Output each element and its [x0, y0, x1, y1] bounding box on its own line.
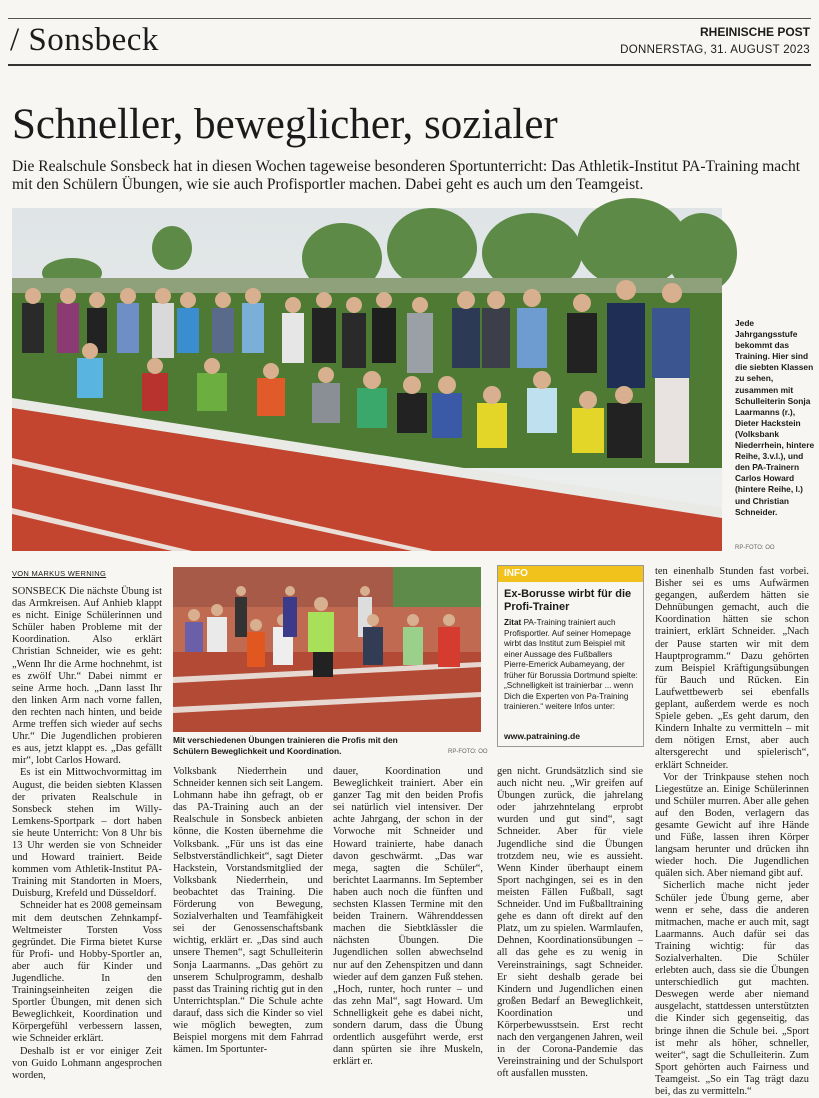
article-column-2 — [173, 766, 323, 1056]
info-box-lead-word: Zitat — [504, 618, 522, 627]
section-title: / Sonsbeck — [10, 22, 159, 58]
headline: Schneller, beweglicher, sozialer — [12, 101, 558, 148]
paragraph: Sicherlich mache nicht jeder Schüler jede Übung gerne, aber wenn er sehe, dass die anderen mitmachen, mache er auch mit, sagt Laarmanns. Auch dafür sei das Training wichtig: für das Sozialverhalten. Die Schüler erlebten auch, dass sie die Übungen unterschiedlich gut machten. Deswegen werde aber niemand ausgelacht, stattdessen unterstützten die Kinder sich gegenseitig, das bringe ihnen die Schule bei. „Sport ist mehr als höher, schneller, weiter“, sagt die Schulleiterin. Zum Sport gehörten auch Fairness und Teamgeist. „So ein Tag trägt dazu bei, das zu vermitteln.“ — [655, 880, 809, 1098]
info-box-body — [504, 618, 638, 713]
training-photo — [173, 567, 481, 732]
top-rule — [8, 18, 811, 19]
issue-date: DONNERSTAG, 31. AUGUST 2023 — [620, 44, 810, 56]
info-box-url[interactable]: www.patraining.de — [504, 731, 581, 741]
article-column-1 — [12, 586, 162, 1081]
paragraph: dauer, Koordination und Beweglichkeit trainiert. Aber ein ganzer Tag mit den beiden Profis sei natürlich viel intensiver. Der achte Jahrgang, der schon in der Vorwoche mit Schneider und Howard trainierte, habe danach davon geschwärmt. „Das war mega, sagten die Schüler“, berichtet Laarmanns. Im September haben auch noch die fünften und sechsten Klassen Termine mit den beiden Trainern. Währenddessen machen die Siebtklässler die nächsten Übungen. Die Jugendlichen sollen abwechselnd nur auf den Zehenspitzen und dann wieder auf dem ganzen Fuß stehen. „Hoch, runter, hoch runter – und das zehn Mal“, sagt Howard. Um Schnelligkeit gehe es dabei nicht, sondern darum, dass die Übung ordentlich ausgeführt werde, erst dann spürten sie ihre Muskeln, erklärt er. — [333, 766, 483, 1068]
info-box-title: Ex-Borusse wirbt für die Profi-Trainer — [504, 588, 632, 613]
article-column-4 — [497, 766, 643, 1080]
header-rule — [8, 64, 811, 66]
info-box-text: PA-Training trainiert auch Profisportler. Auf seiner Homepage wirbt das Institut zum Beispiel mit einer Aussage des Fußballers Pierre-Emerick Aubameyang, der früher für Borussia Dortmund spielte: „Schnelligkeit ist trainierbar ... wenn Dich die Experten von Pa-Training trainieren.“ weitere Infos unter: — [504, 618, 638, 711]
paragraph: gen nicht. Grundsätzlich sind sie auch nicht neu. „Wir greifen auf Übungen zurück, die jahrelang oder jahrzehntelang erprobt wurden und gut sind“, sagt Schneider. Aber für viele Jugendliche sind die Übungen trotzdem neu, wie es aussieht. Wenn Kinder überhaupt einem Sport nachgingen, sei es in den meisten Fällen Fußball, sagt Schneider. Und im Fußballtraining gehe es dann oft direkt auf den Platz, um zu spielen. Warmlaufen, Dehnen, Koordinationsübungen – all das gehe es zu wenig in Vereinstrainings, sagt Schneider. Er sieht deshalb gerade bei Kindern und Jugendlichen einen großen Bedarf an Beweglichkeit, Koordination und Körperbewusstsein. Erst recht nach den vergangenen Jahren, weil in der Corona-Pandemie das Vereinstraining und der Schulsport oft ausfallen mussten. — [497, 766, 643, 1080]
article-column-5 — [655, 566, 809, 1098]
newspaper-name: RHEINISCHE POST — [699, 25, 810, 39]
training-photo-illustration — [173, 567, 481, 732]
paragraph: SONSBECK Die nächste Übung ist das Armkreisen. Auf Anhieb klappt es nicht. Einige Schülerinnen und Schüler haben Probleme mit der Koordination. Also erklärt Christian Schneider, wie es geht: „Wenn Ihr die Arme hochnehmt, ist es zwölf Uhr.“ Dabei nimmt er seine Arme hoch. „Dann lasst Ihr den linken Arm nach vorne fallen, den rechten nach hinten, und beide Arme treffen sich wieder auf sechs Uhr.“ Die Jugendlichen probieren es aus, jetzt klappt es. „Das gefällt mir“, lobt Carlos Howard. — [12, 586, 162, 767]
author-byline: VON MARKUS WERNING — [12, 569, 107, 578]
paragraph: Es ist ein Mittwochvormittag im August, die beiden siebten Klassen der privaten Realschule in Sonsbeck stehen im Willy-Lemkens-Sportpark – dort haben sie heute Unterricht: Von 8 Uhr bis 13 Uhr werden sie von Schneider und Howard trainiert. Beide kommen vom Athletik-Institut PA-Training mit Standorten in Moers, Duisburg, Krefeld und Düsseldorf. — [12, 767, 162, 900]
group-photo — [12, 208, 722, 551]
paragraph: Deshalb ist er vor einiger Zeit von Guido Lohmann angesprochen worden, — [12, 1045, 162, 1081]
photo-credit-main: RP-FOTO: OO — [735, 545, 775, 551]
lead-paragraph: Die Realschule Sonsbeck hat in diesen Wochen tageweise besonderen Sportunterricht: Das Athletik-Institut PA-Training macht mit den Schülern Übungen, wie sie auch Profisportler machen. Dabei geht es auch um den Teamgeist. — [12, 158, 801, 193]
paragraph: ten einenhalb Stunden fast vorbei. Bisher sei es ums Aufwärmen gegangen, außerdem hätten sie Dehnübungen gemacht, auch die Koordination hätten sie schon trainiert, erklärt Schneider. „Nach der Pause starten wir mit dem Hauptprogramm.“ Dazu gehörten zum Beispiel Kräftigungsübungen für Bauch und Rücken. Ein Laufwettbewerb sei ebenfalls geplant, außerdem werde es noch Spiele geben. „Es geht darum, den Kindern Inhalte zu vermitteln – mit dem nötigen Ernst, aber auch altersgerecht und spielerisch“, erklärt Schneider. — [655, 566, 809, 771]
paragraph: Schneider hat es 2008 gemeinsam mit dem deutschen Zehnkampf-Weltmeister Torsten Voss gegründet. Die Firma bietet Kurse für Profi- und Hobby-Sportler an, aber auch für Kinder und Jugendliche. In den Trainingseinheiten zeigen die Sportler Übungen, mit denen sich Beweglichkeit, Koordination und Körpergefühl verbessern lassen, wie Schneider erklärt. — [12, 900, 162, 1045]
group-photo-illustration — [12, 208, 722, 551]
info-box — [497, 565, 644, 747]
photo-caption-main: Jede Jahrgangsstufe bekommt das Training. Hier sind die siebten Klassen zu sehen, zusammen mit Schulleiterin Sonja Laarmanns (r.), Dieter Hackstein (Volksbank Niederrhein, hintere Reihe, 3.v.l.), und den PA-Trainern Carlos Howard (hintere Reihe, l.) und Christian Schneider. — [735, 318, 815, 517]
article-column-3 — [333, 766, 483, 1068]
photo-caption-training: Mit verschiedenen Übungen trainieren die Profis mit den Schülern Beweglichkeit und Koordination. — [173, 735, 398, 756]
paragraph: Volksbank Niederrhein und Schneider kennen sich seit Langem. Lohmann habe ihn gefragt, ob er das PA-Training auch an der Realschule in Sonsbeck anbieten könne, die Kosten übernehme die Volksbank. „Für uns ist das eine Selbstverständlichkeit“, sagt Dieter Hackstein, Vorstandsmitglied der Volksbank Niederrhein, und beobachtet das Training. Die Förderung von Bewegung, Sozialverhalten und Teamfähigkeit sei der Genossenschaftsbank wichtig, erklärt er. „Das sind auch unsere Themen“, sagt Schulleiterin Sonja Laarmanns. „Das gehört zu unserem Schulprogramm, deshalb passt das Training richtig gut in den Unterrichtsplan.“ Die Schule achte darauf, dass sich die Kinder so viel wie möglich bewegten, zum Beispiel morgens mit dem Fahrrad kämen. Im Sportunter- — [173, 766, 323, 1056]
info-box-tag: INFO — [498, 566, 643, 582]
photo-credit-training: RP-FOTO: OO — [448, 749, 488, 755]
paragraph: Vor der Trinkpause stehen noch Liegestütze an. Einige Schülerinnen und Schüler murren. Aber alle gehen auf den Boden, verlagern das gesamte Gewicht auf ihre Hände und Füße, lassen ihren Körper langsam herunter und drücken ihn wieder hoch. Die Jugendlichen quälen sich. Aber niemand gibt auf. — [655, 771, 809, 880]
